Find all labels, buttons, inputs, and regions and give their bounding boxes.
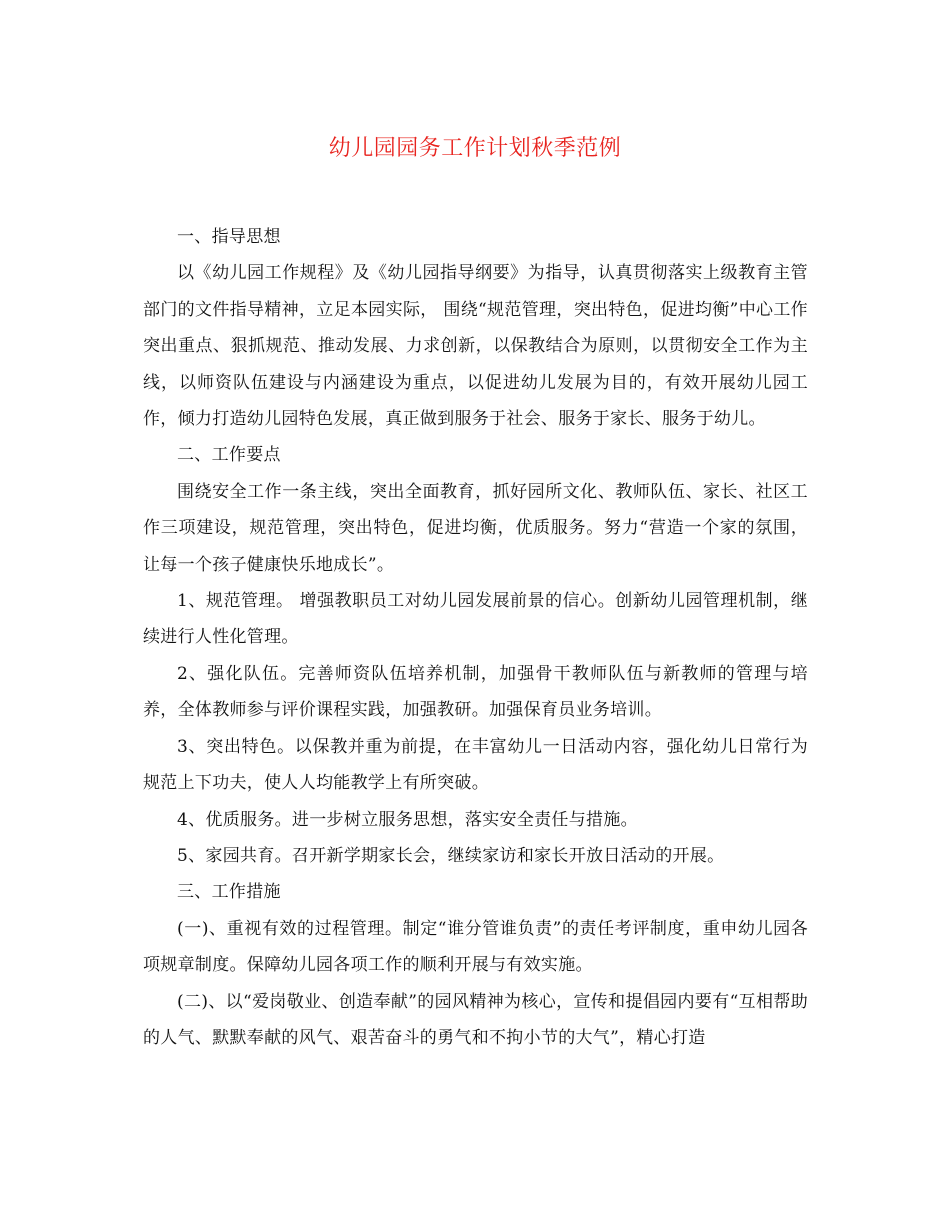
section-heading-work-points: 二、工作要点 [177, 445, 281, 466]
paragraph-measure-two: (二)、以“爱岗敬业、创造奉献”的园风精神为核心，宣传和提倡园内要有“互相帮助的人气、默默奉献的风气、艰苦奋斗的勇气和不拘小节的大气”，精心打造 [143, 991, 808, 1048]
paragraph-measure-one: (一)、重视有效的过程管理。制定“谁分管谁负责”的责任考评制度，重申幼儿园各项规章制度。保障幼儿园各项工作的顺利开展与有效实施。 [143, 918, 808, 976]
list-item-home-school-education: 5、家园共育。召开新学期家长会，继续家访和家长开放日活动的开展。 [177, 845, 725, 866]
list-item-highlight-features: 3、突出特色。以保教并重为前提，在丰富幼儿一日活动内容，强化幼儿日常行为规范上下功夫，使人人均能教学上有所突破。 [143, 736, 808, 794]
document-title: 幼儿园园务工作计划秋季范例 [328, 136, 622, 161]
list-item-quality-service: 4、优质服务。进一步树立服务思想，落实安全责任与措施。 [177, 809, 638, 830]
paragraph-guiding-ideology: 以《幼儿园工作规程》及《幼儿园指导纲要》为指导，认真贯彻落实上级教育主管部门的文件指导精神，立足本园实际， 围绕“规范管理，突出特色，促进均衡”中心工作突出重点、狠抓规范、推动发展、力求创新，以保教结合为原则，以贯彻安全工作为主线，以师资队伍建设与内涵建设为重点，以促进幼儿发展为目的，有效开展幼儿园工作，倾力打造幼儿园特色发展，真正做到服务于社会、服务于家长、服务于幼儿。 [143, 263, 808, 430]
section-heading-work-measures: 三、工作措施 [177, 882, 281, 903]
list-item-standardized-management: 1、规范管理。 增强教职员工对幼儿园发展前景的信心。创新幼儿园管理机制，继续进行人性化管理。 [143, 591, 808, 648]
paragraph-work-points-intro: 围绕安全工作一条主线，突出全面教育，抓好园所文化、教师队伍、家长、社区工作三项建设，规范管理，突出特色，促进均衡，优质服务。努力“营造一个家的氛围，让每一个孩子健康快乐地成长”。 [143, 481, 808, 575]
document-body [143, 219, 808, 1056]
list-item-strengthen-team: 2、强化队伍。完善师资队伍培养机制，加强骨干教师队伍与新教师的管理与培养，全体教师参与评价课程实践，加强教研。加强保育员业务培训。 [143, 663, 808, 721]
section-heading-guiding-ideology: 一、指导思想 [177, 227, 281, 247]
